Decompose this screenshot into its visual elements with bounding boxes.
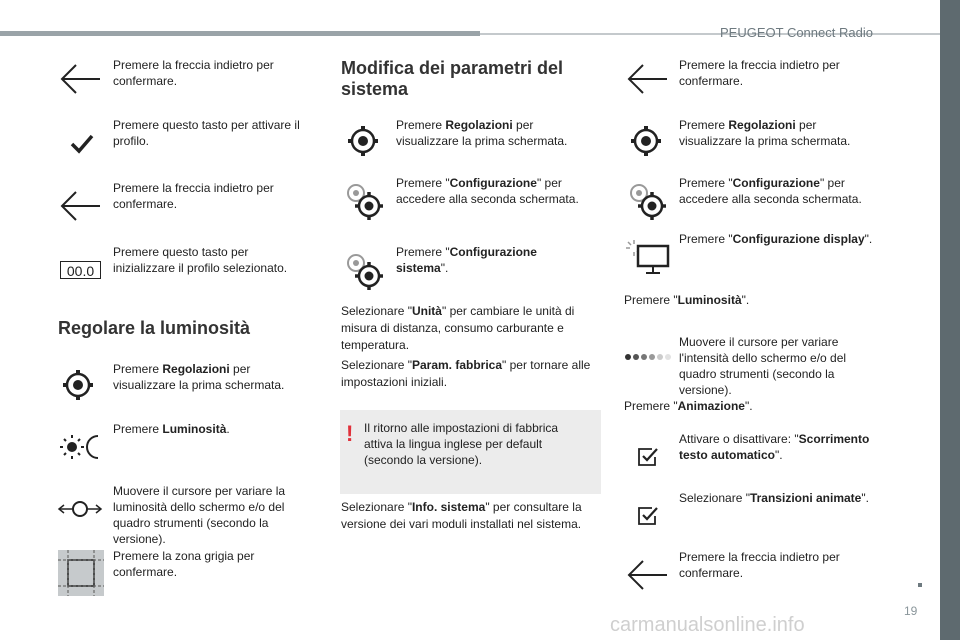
col3-display-text: Premere "Configurazione display". bbox=[679, 232, 873, 246]
col3-back-text-2: Premere la freccia indietro per confermare. bbox=[679, 550, 840, 580]
col1-check-text: Premere questo tasto per attivare il profilo. bbox=[113, 118, 300, 148]
back-arrow-icon bbox=[625, 62, 669, 96]
note-text: Il ritorno alle impostazioni di fabbrica attiva la lingua inglese per default (secondo la versione). bbox=[364, 421, 559, 467]
grey-zone-icon bbox=[58, 550, 104, 596]
checkbox-icon bbox=[637, 506, 659, 526]
col2-system-text: Premere "Configurazione sistema". bbox=[396, 245, 537, 275]
col3-transitions-text: Selezionare "Transizioni animate". bbox=[679, 491, 869, 505]
col2-factory-text: Selezionare "Param. fabbrica" per tornare alle impostazioni iniziali. bbox=[341, 358, 591, 389]
side-strip bbox=[940, 0, 960, 640]
col1-grey-text: Premere la zona grigia per confermare. bbox=[113, 549, 255, 579]
watermark: carmanualsonline.info bbox=[610, 614, 805, 636]
display-brightness-icon bbox=[624, 238, 672, 276]
col3-config-text: Premere "Configurazione" per accedere alla seconda schermata. bbox=[679, 176, 862, 206]
col1-brightness-text: Premere Luminosità. bbox=[113, 422, 230, 436]
gear-icon bbox=[346, 124, 380, 158]
col1-back-text-2: Premere la freccia indietro per confermare. bbox=[113, 181, 274, 211]
back-arrow-icon bbox=[58, 62, 102, 96]
col1-reset-text: Premere questo tasto per inizializzare il profilo selezionato. bbox=[113, 245, 288, 275]
brightness-icon bbox=[58, 432, 104, 462]
reset-display-icon: 00.0 bbox=[60, 261, 101, 279]
col3-back-text-1: Premere la freccia indietro per confermare. bbox=[679, 58, 840, 88]
col3-settings-text: Premere Regolazioni per visualizzare la prima schermata. bbox=[679, 118, 851, 148]
config-gears-icon bbox=[343, 181, 385, 221]
col3-brightness-text: Premere "Luminosità". bbox=[624, 293, 750, 307]
gear-icon bbox=[61, 368, 95, 402]
col3-animation-text: Premere "Animazione". bbox=[624, 399, 753, 413]
page-bullet bbox=[918, 583, 922, 587]
col3-slider-text: Muovere il cursore per variare l'intensità dello schermo e/o del quadro strumenti (secondo la versione). bbox=[679, 335, 847, 397]
col2-info-text: Selezionare "Info. sistema" per consultare la versione dei vari moduli installati nel sistema. bbox=[341, 500, 582, 531]
page-number: 19 bbox=[904, 604, 918, 618]
back-arrow-icon bbox=[625, 558, 669, 592]
check-icon bbox=[70, 134, 94, 154]
col1-back-text-1: Premere la freccia indietro per confermare. bbox=[113, 58, 274, 88]
col3-scroll-text: Attivare o disattivare: "Scorrimento testo automatico". bbox=[679, 432, 870, 462]
gear-icon bbox=[629, 124, 663, 158]
heading-brightness: Regolare la luminosità bbox=[58, 318, 251, 338]
brand-title: PEUGEOT Connect Radio bbox=[720, 25, 873, 40]
top-rule bbox=[0, 31, 480, 36]
config-gears-icon bbox=[343, 251, 385, 291]
back-arrow-icon bbox=[58, 189, 102, 223]
col2-settings-text: Premere Regolazioni per visualizzare la prima schermata. bbox=[396, 118, 568, 148]
level-dots-icon bbox=[624, 352, 672, 362]
col2-units-text: Selezionare "Unità" per cambiare le unità di misura di distanza, consumo carburante e temperatura. bbox=[341, 304, 575, 352]
config-gears-icon bbox=[626, 181, 668, 221]
checkbox-icon bbox=[637, 447, 659, 467]
col1-settings-text: Premere Regolazioni per visualizzare la prima schermata. bbox=[113, 362, 285, 392]
warning-icon: ! bbox=[346, 421, 354, 446]
heading-system: Modifica dei parametri del sistema bbox=[341, 58, 564, 99]
col1-slider-text: Muovere il cursore per variare la luminosità dello schermo e/o del quadro strumenti (secondo la versione). bbox=[113, 484, 286, 546]
slider-icon bbox=[57, 499, 103, 519]
col2-config-text: Premere "Configurazione" per accedere alla seconda schermata. bbox=[396, 176, 579, 206]
